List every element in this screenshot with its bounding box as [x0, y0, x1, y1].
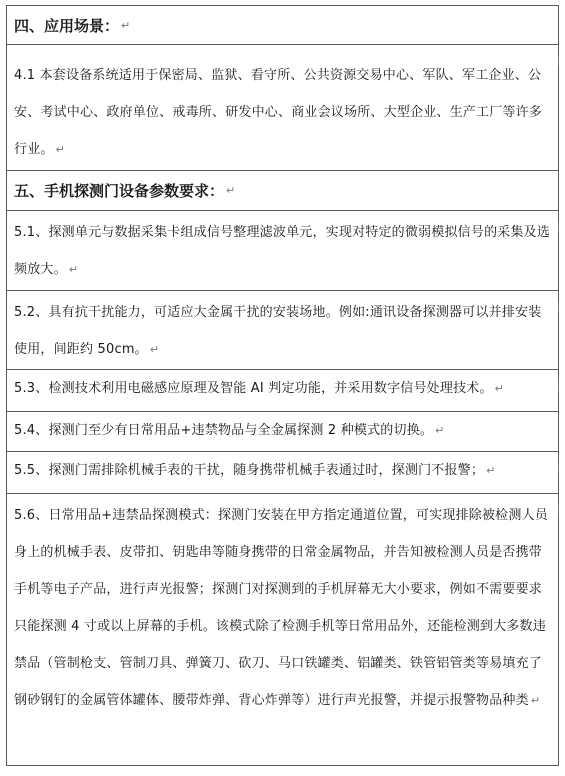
cell-edge-marker	[558, 381, 563, 391]
paragraph-mark-icon: ↵	[435, 424, 445, 437]
heading-device-parameters	[7, 171, 558, 211]
paragraph-text: 5.2、具有抗干扰能力，可适应大金属干扰的安装场地。例如:通讯设备探测器可以并排安装使用，间距约 50cm。	[14, 305, 542, 357]
paragraph-mark-icon: ↵	[226, 184, 236, 197]
paragraph-5-2	[7, 291, 558, 370]
cell-edge-marker	[558, 56, 563, 66]
paragraph-text: 5.5、探测门需排除机械手表的干扰，随身携带机械手表通过时，探测门不报警；	[14, 463, 485, 478]
paragraph-5-3	[7, 370, 558, 412]
heading-application-scenarios	[7, 6, 558, 45]
paragraph-text: 5.6、日常用品+违禁品探测模式：探测门安装在甲方指定通道位置，可实现排除被检测人员身上的机械手表、皮带扣、钥匙串等随身携带的日常金属物品，并告知被检测人员是否携带手机等电子产品，进行声光报警；探测门对探测到的手机屏幕无大小要求，例如不需要要求只能探测 4 寸或以上屏幕的手机。该模式除了检测手机等日常用品外，还能检测到大多数违禁品（管制枪支、管制刀具、弹簧刀、砍刀、马口铁罐类、铝罐类、铁管铝管类等易填充了钢砂钢钉的金属管体罐体、腰带炸弹、背心炸弹等）进行声光报警，并提示报警物品种类	[14, 508, 548, 708]
paragraph-5-6	[7, 494, 558, 765]
requirements-table	[6, 5, 559, 766]
paragraph-mark-icon: ↵	[149, 343, 160, 356]
paragraph-5-5	[7, 452, 558, 494]
cell-edge-marker	[558, 302, 563, 312]
cell-edge-marker	[558, 505, 563, 515]
heading-text: 五、手机探测门设备参数要求：	[14, 182, 225, 200]
paragraph-mark-icon: ↵	[530, 694, 541, 707]
paragraph-text: 5.1、探测单元与数据采集卡组成信号整理滤波单元，实现对特定的微弱模拟信号的采集及选频放大。	[14, 225, 551, 277]
paragraph-mark-icon: ↵	[68, 263, 79, 276]
paragraph-mark-icon: ↵	[55, 143, 66, 156]
cell-edge-marker	[558, 463, 563, 473]
paragraph-text: 5.4、探测门至少有日常用品+违禁物品与全金属探测 2 种模式的切换。	[14, 423, 434, 438]
cell-edge-marker	[558, 222, 563, 232]
paragraph-mark-icon: ↵	[121, 18, 131, 32]
paragraph-mark-icon: ↵	[494, 382, 505, 395]
paragraph-text: 4.1 本套设备系统适用于保密局、监狱、看守所、公共资源交易中心、军队、军工企业、公安、考试中心、政府单位、戒毒所、研发中心、商业会议场所、大型企业、生产工厂等许多行业。	[14, 68, 543, 157]
paragraph-4-1	[7, 45, 558, 171]
heading-text: 四、应用场景：	[14, 16, 120, 35]
paragraph-mark-icon: ↵	[486, 464, 496, 477]
paragraph-5-1	[7, 211, 558, 291]
paragraph-5-4	[7, 412, 558, 452]
paragraph-text: 5.3、检测技术利用电磁感应原理及智能 AI 判定功能，并采用数字信号处理技术。	[14, 381, 493, 396]
